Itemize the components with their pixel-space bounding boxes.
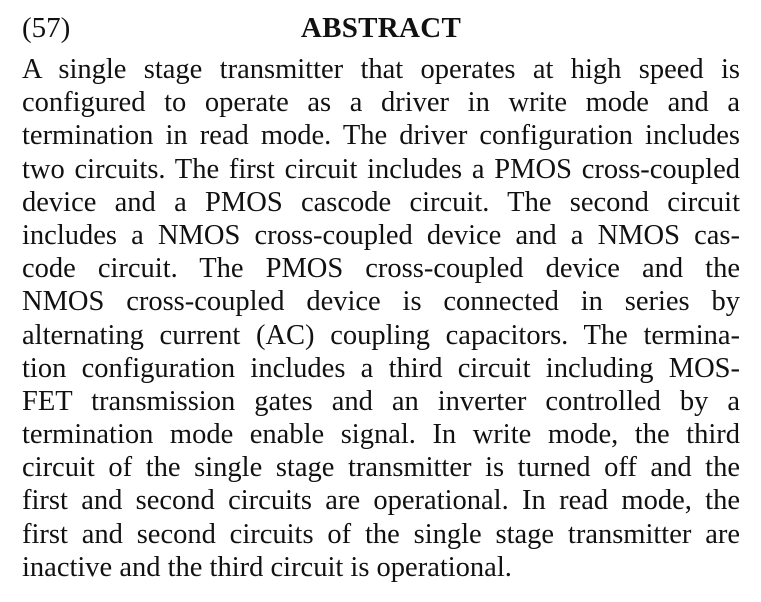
abstract-line: tion configuration includes a third circuit including MOS- xyxy=(22,352,740,384)
abstract-line: termination in read mode. The driver configuration includes xyxy=(22,120,740,152)
abstract-line: first and second circuits of the single stage transmitter are xyxy=(22,518,740,550)
abstract-line: FET transmission gates and an inverter controlled by a xyxy=(22,385,740,417)
section-title: ABSTRACT xyxy=(300,12,462,44)
abstract-line: device and a PMOS cascode circuit. The second circuit xyxy=(22,186,740,218)
section-number: (57) xyxy=(22,12,71,44)
abstract-line: configured to operate as a driver in write mode and a xyxy=(22,87,740,119)
abstract-line: first and second circuits are operational. In read mode, the xyxy=(22,485,740,517)
abstract-body xyxy=(22,53,740,584)
abstract-line: A single stage transmitter that operates at high speed is xyxy=(22,54,740,85)
abstract-line: NMOS cross-coupled device is connected in series by xyxy=(22,286,740,318)
abstract-line: two circuits. The first circuit includes a PMOS cross-coupled xyxy=(22,153,740,185)
abstract-line: code circuit. The PMOS cross-coupled device and the xyxy=(22,253,740,285)
abstract-line: includes a NMOS cross-coupled device and a NMOS cas- xyxy=(22,219,740,251)
abstract-line: termination mode enable signal. In write mode, the third xyxy=(22,419,740,451)
abstract-line: inactive and the third circuit is operational. xyxy=(22,551,512,583)
abstract-line: circuit of the single stage transmitter is turned off and the xyxy=(22,452,740,484)
abstract-header xyxy=(22,10,740,46)
abstract-line: alternating current (AC) coupling capacitors. The termina- xyxy=(22,319,740,351)
